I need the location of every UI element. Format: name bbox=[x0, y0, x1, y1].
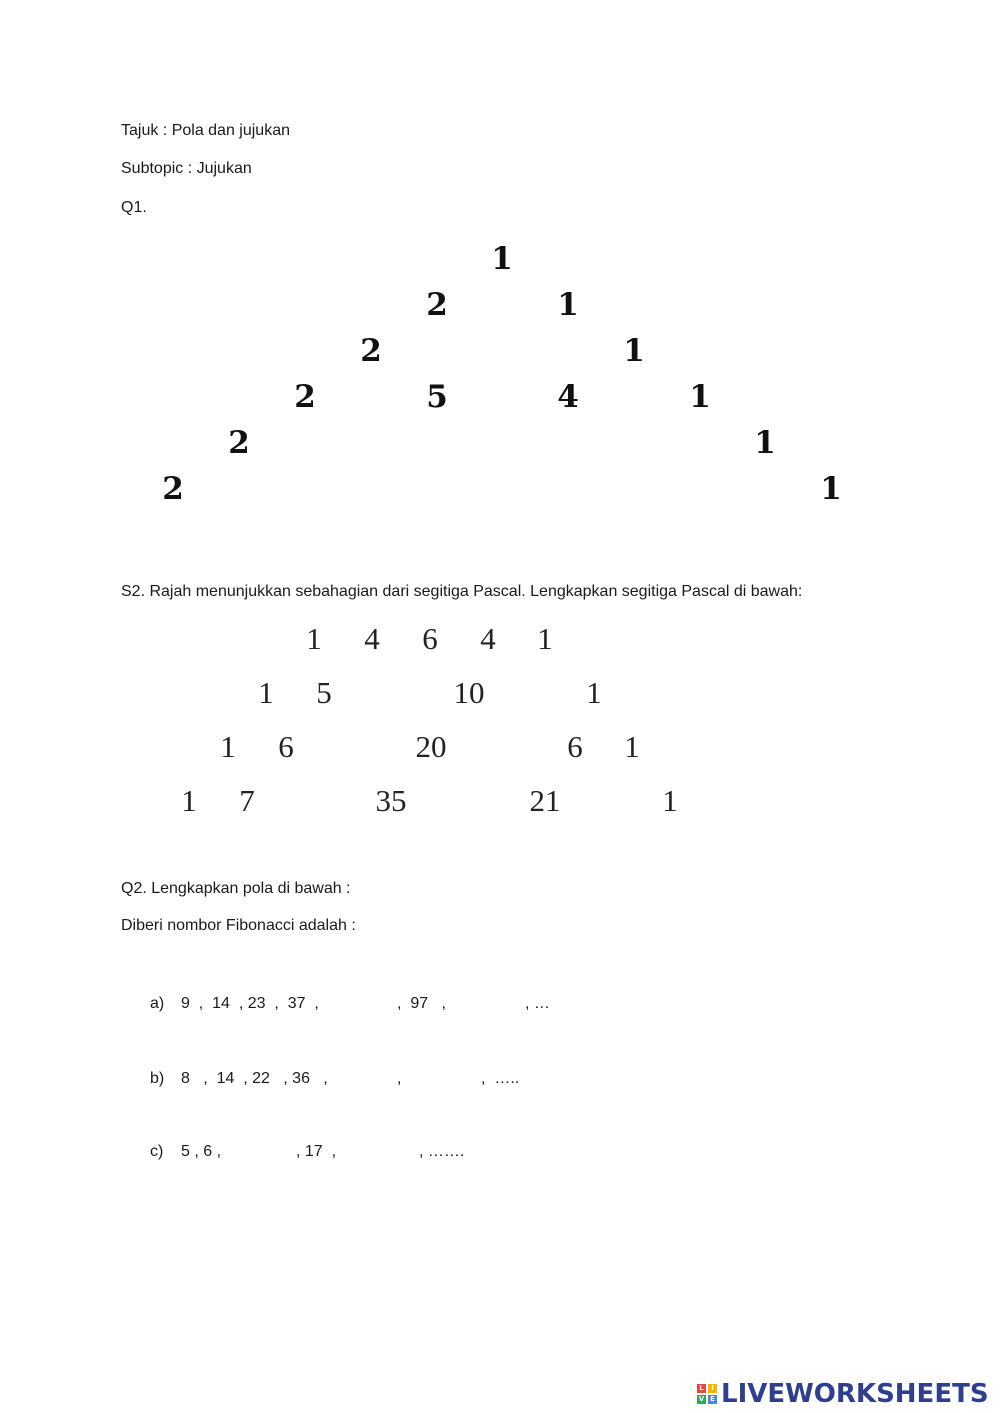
triangle-number: 4 bbox=[557, 379, 579, 415]
sequence-text: , bbox=[397, 1070, 402, 1087]
pascal-number: 6 bbox=[567, 729, 583, 764]
triangle-number: 2 bbox=[294, 379, 316, 415]
logo-mark-icon bbox=[697, 1384, 717, 1404]
triangle-number: 1 bbox=[491, 241, 513, 277]
logo-letter: I bbox=[708, 1384, 717, 1393]
triangle-number: 1 bbox=[557, 287, 579, 323]
page-title: Tajuk : Pola dan jujukan bbox=[121, 122, 290, 139]
triangle-number: 1 bbox=[689, 379, 711, 415]
pascal-number: 21 bbox=[529, 783, 561, 818]
item-label: a) bbox=[150, 995, 165, 1012]
pascal-number: 4 bbox=[480, 621, 496, 656]
pascal-number: 1 bbox=[662, 783, 678, 818]
pascal-number: 1 bbox=[181, 783, 197, 818]
sequence-text: 9 , 14 , 23 , 37 , bbox=[181, 995, 319, 1012]
triangle-number: 2 bbox=[360, 333, 382, 369]
pascal-number: 35 bbox=[375, 783, 407, 818]
sequence-text: 8 , 14 , 22 , 36 , bbox=[181, 1070, 328, 1087]
q2-given: Diberi nombor Fibonacci adalah : bbox=[121, 917, 356, 934]
pascal-number: 6 bbox=[422, 621, 438, 656]
logo-letter: L bbox=[697, 1384, 706, 1393]
triangle-number: 2 bbox=[228, 425, 250, 461]
pascal-number: 1 bbox=[306, 621, 322, 656]
pascal-number: 5 bbox=[316, 675, 332, 710]
sequence-text: , 17 , bbox=[296, 1143, 337, 1160]
triangle-number: 1 bbox=[820, 471, 842, 507]
logo-letter: V bbox=[698, 1395, 705, 1403]
pascal-number: 1 bbox=[586, 675, 602, 710]
triangle-number: 1 bbox=[754, 425, 776, 461]
pascal-number: 6 bbox=[278, 729, 294, 764]
q1-label: Q1. bbox=[121, 199, 147, 216]
triangle-number: 5 bbox=[426, 379, 448, 415]
brand-name: LIVEWORKSHEETS bbox=[721, 1379, 989, 1409]
q2-instruction: Q2. Lengkapkan pola di bawah : bbox=[121, 880, 351, 897]
triangle-number: 2 bbox=[426, 287, 448, 323]
sequence-text: , 97 , bbox=[397, 995, 446, 1012]
logo-letter: E bbox=[708, 1395, 717, 1404]
pascal-number: 4 bbox=[364, 621, 380, 656]
item-label: b) bbox=[150, 1070, 165, 1087]
s2-instruction: S2. Rajah menunjukkan sebahagian dari segitiga Pascal. Lengkapkan segitiga Pascal di bawah: bbox=[121, 583, 803, 600]
sequence-text: , … bbox=[525, 995, 550, 1012]
pascal-number: 1 bbox=[624, 729, 640, 764]
subtopic-line: Subtopic : Jujukan bbox=[121, 160, 252, 177]
pascal-number: 1 bbox=[220, 729, 236, 764]
triangle-number: 1 bbox=[623, 333, 645, 369]
pascal-number: 20 bbox=[415, 729, 447, 764]
sequence-text: , ….. bbox=[481, 1070, 520, 1087]
sequence-text: 5 , 6 , bbox=[181, 1143, 222, 1160]
pascal-number: 10 bbox=[453, 675, 485, 710]
item-label: c) bbox=[150, 1143, 164, 1160]
pascal-number: 1 bbox=[258, 675, 274, 710]
pascal-number: 1 bbox=[537, 621, 553, 656]
triangle-number: 2 bbox=[162, 471, 184, 507]
sequence-text: , ……. bbox=[419, 1143, 465, 1160]
liveworksheets-logo[interactable] bbox=[697, 1378, 989, 1410]
pascal-number: 7 bbox=[239, 783, 255, 818]
